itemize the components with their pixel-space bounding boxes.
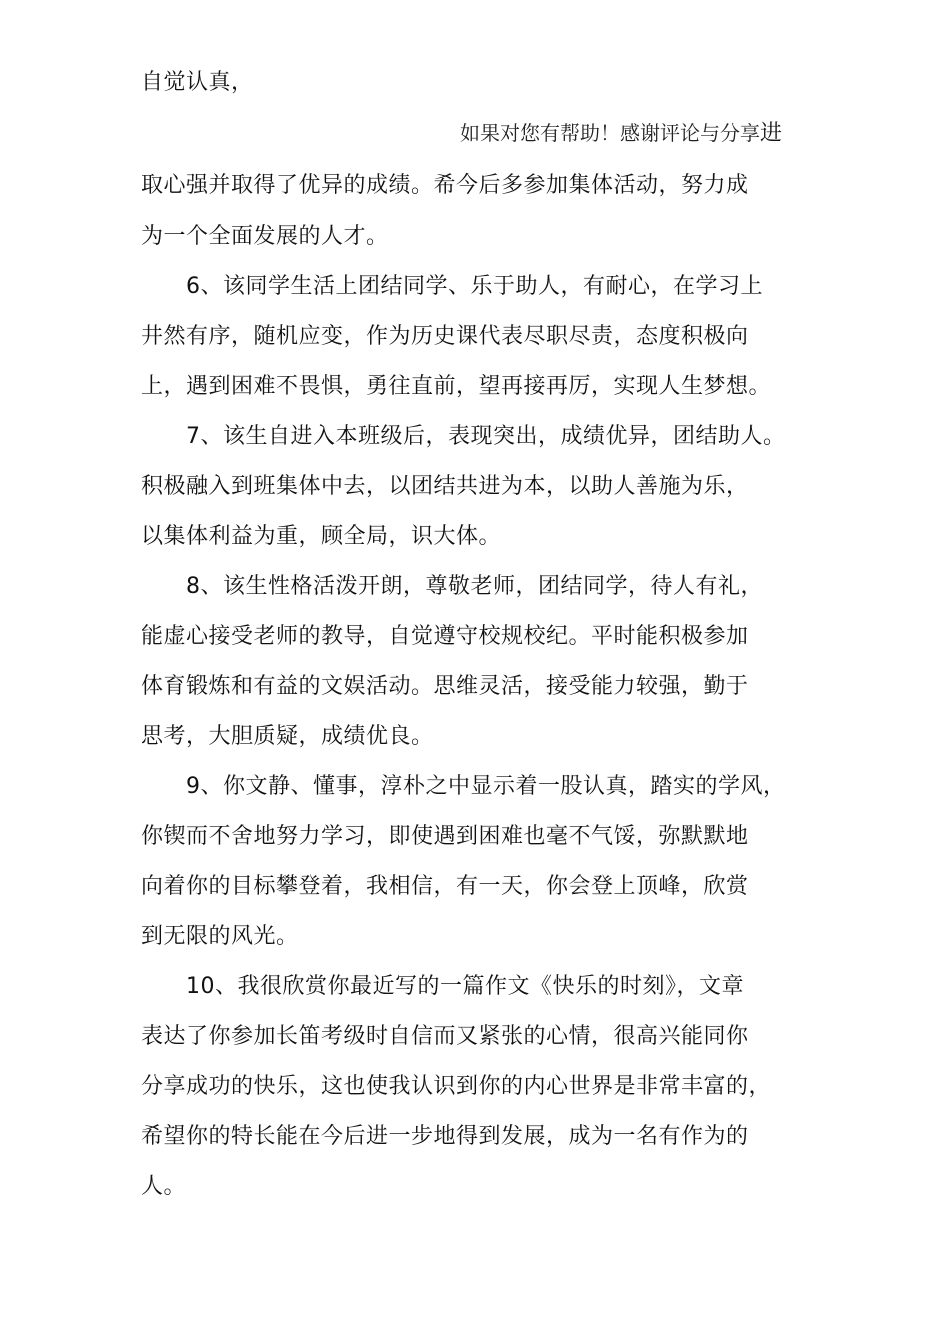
text-line: 人。	[141, 1174, 187, 1199]
text-line: 以集体利益为重，顾全局，识大体。	[141, 524, 502, 549]
text-line: 你锲而不舍地努力学习，即使遇到困难也毫不气馁，弥默默地	[141, 824, 749, 849]
text-line: 体育锻炼和有益的文娱活动。思维灵活，接受能力较强，勤于	[141, 674, 749, 699]
text-line: 向着你的目标攀登着，我相信，有一天，你会登上顶峰，欣赏	[141, 874, 749, 899]
paragraph-10-start: 10、我很欣赏你最近写的一篇作文《快乐的时刻》，文章	[186, 974, 744, 999]
text-line: 表达了你参加长笛考级时自信而又紧张的心情，很高兴能同你	[141, 1024, 749, 1049]
paragraph-6-start: 6、该同学生活上团结同学、乐于助人，有耐心，在学习上	[186, 274, 763, 299]
text-line: 上，遇到困难不畏惧，勇往直前，望再接再厉，实现人生梦想。	[141, 374, 772, 399]
footer-note	[460, 118, 782, 149]
text-line: 井然有序，随机应变，作为历史课代表尽职尽责，态度积极向	[141, 324, 749, 349]
text-line: 到无限的风光。	[141, 924, 299, 949]
text-line: 思考，大胆质疑，成绩优良。	[141, 724, 434, 749]
paragraph-8-start: 8、该生性格活泼开朗，尊敬老师，团结同学，待人有礼，	[186, 574, 763, 599]
text-line: 自觉认真，	[141, 70, 254, 95]
text-line: 为一个全面发展的人才。	[141, 224, 389, 249]
text-line: 分享成功的快乐，这也使我认识到你的内心世界是非常丰富的，	[141, 1074, 772, 1099]
text-line: 希望你的特长能在今后进一步地得到发展，成为一名有作为的	[141, 1124, 749, 1149]
footer-note-tail: 进	[760, 121, 783, 146]
text-line: 能虚心接受老师的教导，自觉遵守校规校纪。平时能积极参加	[141, 624, 749, 649]
text-line: 积极融入到班集体中去，以团结共进为本，以助人善施为乐，	[141, 474, 749, 499]
footer-note-text: 如果对您有帮助！感谢评论与分享	[460, 121, 760, 145]
text-line: 取心强并取得了优异的成绩。希今后多参加集体活动，努力成	[141, 173, 749, 198]
paragraph-9-start: 9、你文静、懂事，淳朴之中显示着一股认真，踏实的学风，	[186, 774, 786, 799]
paragraph-7-start: 7、该生自进入本班级后，表现突出，成绩优异，团结助人。	[186, 424, 786, 449]
